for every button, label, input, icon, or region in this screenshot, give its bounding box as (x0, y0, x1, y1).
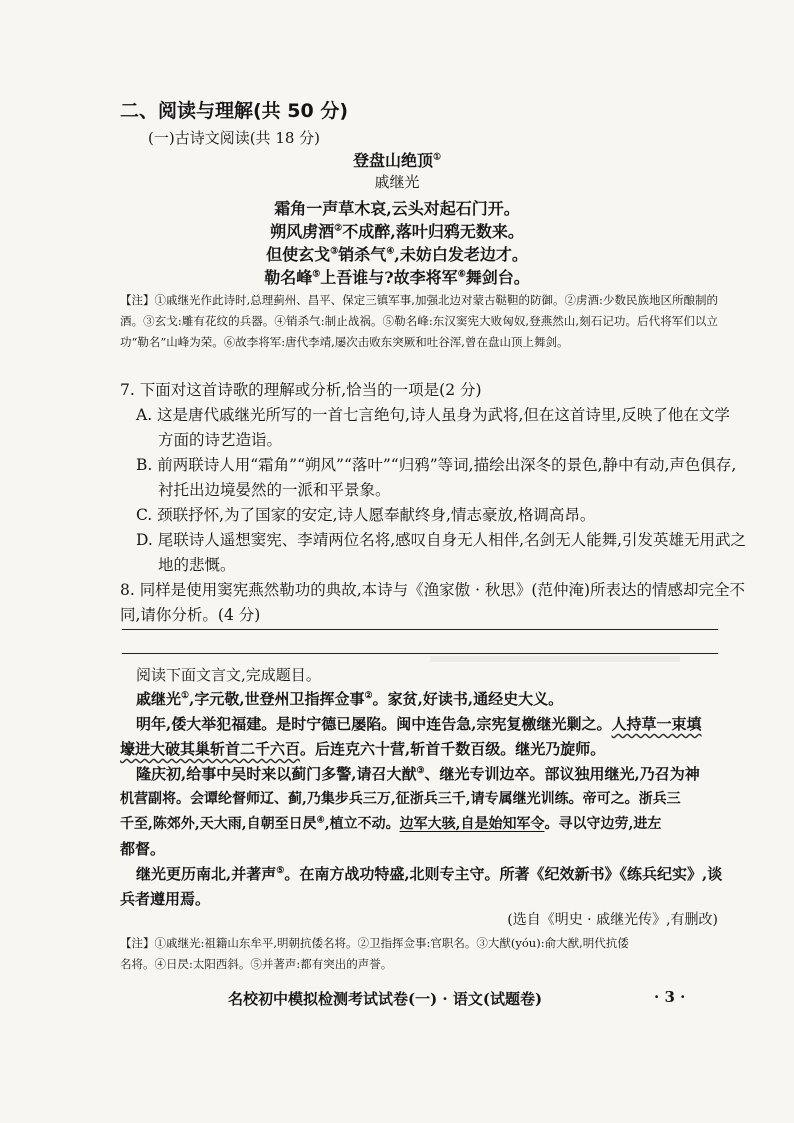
option-d-cont: 地的悲慨。 (158, 556, 236, 574)
subsection-title: (一)古诗文阅读(共 18 分) (148, 129, 321, 147)
answer-line[interactable] (122, 653, 718, 654)
classical-p3-cont: 都督。 (120, 840, 166, 858)
classical-p2-cont: 壕进大破其巢斩首二千六百。后连克六十营,斩首千数百级。继光乃旋师。 (120, 740, 606, 758)
underlined-sentence: 边军大骇,自是始知军令 (399, 816, 545, 832)
question-8-stem: 8. 同样是使用窦宪燕然勒功的典故,本诗与《渔家傲 · 秋思》(范仲淹)所表达的情感却完全不 (120, 581, 746, 599)
poem-title (0, 148, 794, 171)
poem-line: 勒名峰⑤上吾谁与?故李将军⑥舞剑台。 (264, 268, 530, 287)
section-title: 二、阅读与理解(共 50 分) (120, 100, 349, 122)
footnote-marker: ① (432, 152, 442, 163)
option-d: D. 尾联诗人遥想窦宪、李靖两位名将,感叹自身无人相伴,名剑无人能舞,引发英雄无用武之 (136, 531, 747, 549)
poem-annotation: 【注】①戚继光作此诗时,总理蓟州、昌平、保定三镇军事,加强北边对蒙古鞑靼的防御。②虏酒:少数民族地区所酿制的酒。③玄戈:雕有花纹的兵器。④销杀气:制止战祸。⑤勒名峰:东汉窦宪大败匈奴,登燕然山,刻石记功。后代将军们以立功“勒名”山峰为荣。⑥故李将军:唐代李靖,屡次击败东突厥和吐谷浑,曾在盘山顶上舞剑。 (120, 293, 718, 349)
option-a-cont: 方面的诗艺造诣。 (158, 431, 283, 449)
option-b-cont: 衬托出边境晏然的一派和平景象。 (158, 481, 391, 499)
classical-p1: 戚继光①,字元敬,世登州卫指挥佥事②。家贫,好读书,通经史大义。 (136, 690, 564, 708)
poem-line: 朔风虏酒②不成醉,落叶归鸦无数来。 (270, 222, 524, 241)
classical-p2: 明年,倭大举犯福建。是时宁德已屡陷。闽中连告急,宗宪复檄继光剿之。人持草一束填 (136, 715, 702, 733)
footer-title: 名校初中模拟检测考试试卷(一) · 语文(试题卷) (228, 990, 543, 1008)
question-8-stem-cont: 同,请你分析。(4 分) (120, 606, 261, 624)
source-citation: (选自《明史 · 戚继光传》,有删改) (507, 912, 718, 928)
option-a: A. 这是唐代戚继光所写的一首七言绝句,诗人虽身为武将,但在这首诗里,反映了他在文学 (136, 406, 730, 424)
answer-line[interactable] (122, 629, 718, 630)
option-c: C. 颈联抒怀,为了国家的安定,诗人愿奉献终身,情志豪放,格调高昂。 (136, 506, 596, 524)
question-7-stem: 7. 下面对这首诗歌的理解或分析,恰当的一项是(2 分) (120, 381, 482, 399)
classical-p3-cont: 机营副将。会谭纶督师辽、蓟,乃集步兵三万,征浙兵三千,请专属继光训练。帝可之。浙兵三 (120, 791, 681, 807)
wavy-underline-sentence: 壕进大破其巢斩首二千六百 (120, 740, 301, 758)
classical-annotation: 【注】①戚继光:祖籍山东牟平,明朝抗倭名将。②卫指挥佥事:官职名。③大猷(yóu):俞大猷,明代抗倭 (120, 936, 629, 950)
wavy-underline-sentence: 人持草一束填 (611, 715, 702, 733)
classical-p3: 隆庆初,给事中吴时来以蓟门多警,请召大猷③、继光专训边卒。部议独用继光,乃召为神 (136, 765, 700, 783)
poem-author: 戚继光 (374, 173, 420, 191)
classical-intro: 阅读下面文言文,完成题目。 (136, 666, 321, 684)
poem-line: 霜角一声草木哀,云头对起石门开。 (274, 199, 520, 218)
classical-p4: 继光更历南北,并著声⑤。在南方战功特盛,北则专主守。所著《纪效新书》《练兵纪实》,谈 (136, 865, 723, 883)
scan-smudge (430, 656, 680, 662)
poem-line: 但使玄戈③销杀气④,未妨白发老边才。 (266, 245, 528, 264)
classical-p3-cont: 千至,陈郊外,天大雨,自朝至日昃④,植立不动。边军大骇,自是始知军令。寻以守边劳,进左 (120, 815, 662, 832)
poem-title-text: 登盘山绝顶 (352, 151, 433, 170)
classical-p4-cont: 兵者遵用焉。 (120, 890, 211, 908)
page-number: · 3 · (654, 988, 686, 1006)
classical-annotation-cont: 名将。④日昃:太阳西斜。⑤并著声:都有突出的声誉。 (120, 957, 393, 971)
option-b: B. 前两联诗人用“霜角”“朔风”“落叶”“归鸦”等词,描绘出深冬的景色,静中有动,声色俱存, (136, 456, 737, 474)
